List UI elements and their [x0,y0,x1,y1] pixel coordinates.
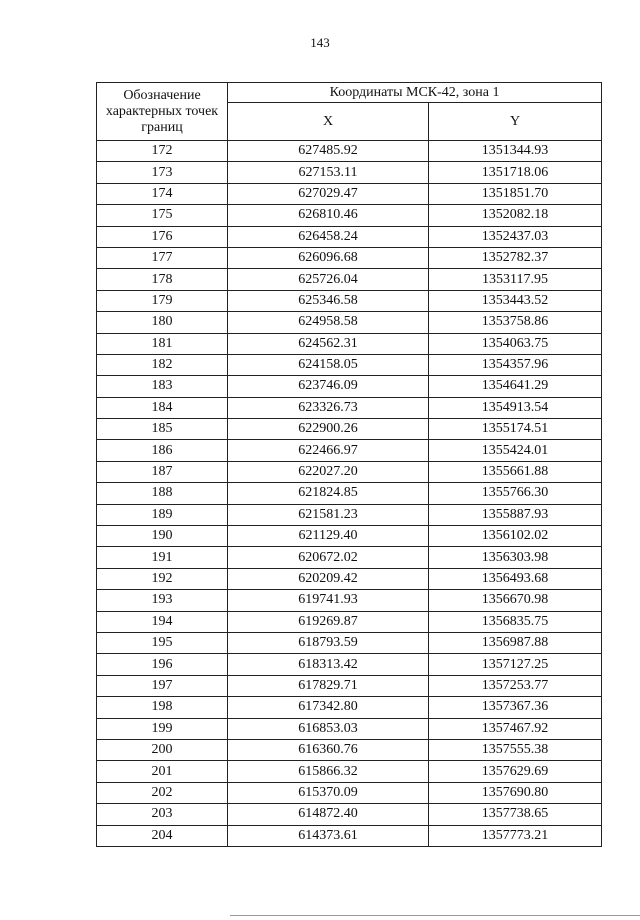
table-row [97,568,602,589]
y-coordinate-cell: 1355887.93 [429,504,602,525]
scan-edge-line [230,915,640,916]
y-coordinate-cell: 1351851.70 [429,183,602,204]
table-header [97,83,602,141]
y-coordinate-cell: 1356835.75 [429,611,602,632]
point-number-cell: 187 [97,461,228,482]
x-coordinate-cell: 614872.40 [228,804,429,825]
table-row [97,440,602,461]
point-number-cell: 173 [97,162,228,183]
x-column-header: X [228,103,429,141]
table-row [97,376,602,397]
point-number-cell: 175 [97,205,228,226]
y-coordinate-cell: 1357555.38 [429,739,602,760]
x-coordinate-cell: 620672.02 [228,547,429,568]
table-row [97,739,602,760]
x-coordinate-cell: 624958.58 [228,312,429,333]
x-coordinate-cell: 615370.09 [228,782,429,803]
x-coordinate-cell: 618313.42 [228,654,429,675]
x-coordinate-cell: 616853.03 [228,718,429,739]
table-row [97,804,602,825]
table-row [97,718,602,739]
point-number-cell: 177 [97,247,228,268]
y-coordinate-cell: 1356493.68 [429,568,602,589]
y-coordinate-cell: 1355766.30 [429,483,602,504]
y-coordinate-cell: 1355424.01 [429,440,602,461]
point-number-cell: 186 [97,440,228,461]
table-row [97,504,602,525]
x-coordinate-cell: 627485.92 [228,141,429,162]
point-number-cell: 189 [97,504,228,525]
table-row [97,825,602,846]
table-row [97,782,602,803]
y-coordinate-cell: 1357690.80 [429,782,602,803]
y-coordinate-cell: 1357773.21 [429,825,602,846]
point-designation-header: Обозначение характерных точек границ [97,83,228,141]
point-number-cell: 196 [97,654,228,675]
table-row [97,697,602,718]
table-row [97,162,602,183]
table-row [97,183,602,204]
y-coordinate-cell: 1357253.77 [429,675,602,696]
x-coordinate-cell: 622027.20 [228,461,429,482]
point-number-cell: 184 [97,397,228,418]
point-number-cell: 193 [97,590,228,611]
x-coordinate-cell: 620209.42 [228,568,429,589]
point-number-cell: 172 [97,141,228,162]
y-coordinate-cell: 1353443.52 [429,290,602,311]
x-coordinate-cell: 624562.31 [228,333,429,354]
point-number-cell: 204 [97,825,228,846]
y-coordinate-cell: 1353117.95 [429,269,602,290]
point-number-cell: 181 [97,333,228,354]
point-number-cell: 180 [97,312,228,333]
point-number-cell: 198 [97,697,228,718]
table-row [97,141,602,162]
x-coordinate-cell: 622466.97 [228,440,429,461]
x-coordinate-cell: 621824.85 [228,483,429,504]
y-column-header: Y [429,103,602,141]
table-row [97,547,602,568]
x-coordinate-cell: 623326.73 [228,397,429,418]
x-coordinate-cell: 619269.87 [228,611,429,632]
table-row [97,590,602,611]
y-coordinate-cell: 1351718.06 [429,162,602,183]
table-row [97,483,602,504]
point-number-cell: 183 [97,376,228,397]
x-coordinate-cell: 626458.24 [228,226,429,247]
coordinates-table [96,82,602,847]
x-coordinate-cell: 626096.68 [228,247,429,268]
point-number-cell: 190 [97,526,228,547]
table-row [97,247,602,268]
y-coordinate-cell: 1356303.98 [429,547,602,568]
y-coordinate-cell: 1356102.02 [429,526,602,547]
y-coordinate-cell: 1357367.36 [429,697,602,718]
point-number-cell: 188 [97,483,228,504]
table-row [97,761,602,782]
x-coordinate-cell: 621581.23 [228,504,429,525]
point-number-cell: 179 [97,290,228,311]
point-number-cell: 201 [97,761,228,782]
x-coordinate-cell: 623746.09 [228,376,429,397]
x-coordinate-cell: 627029.47 [228,183,429,204]
x-coordinate-cell: 627153.11 [228,162,429,183]
y-coordinate-cell: 1355174.51 [429,419,602,440]
point-number-cell: 195 [97,632,228,653]
x-coordinate-cell: 622900.26 [228,419,429,440]
table-row [97,675,602,696]
y-coordinate-cell: 1357467.92 [429,718,602,739]
table-row [97,312,602,333]
x-coordinate-cell: 618793.59 [228,632,429,653]
point-number-cell: 199 [97,718,228,739]
y-coordinate-cell: 1356987.88 [429,632,602,653]
table-row [97,354,602,375]
coordinates-system-header: Координаты МСК-42, зона 1 [228,83,602,103]
x-coordinate-cell: 616360.76 [228,739,429,760]
y-coordinate-cell: 1354063.75 [429,333,602,354]
y-coordinate-cell: 1352437.03 [429,226,602,247]
y-coordinate-cell: 1356670.98 [429,590,602,611]
table-row [97,461,602,482]
y-coordinate-cell: 1354641.29 [429,376,602,397]
y-coordinate-cell: 1352782.37 [429,247,602,268]
x-coordinate-cell: 614373.61 [228,825,429,846]
point-number-cell: 174 [97,183,228,204]
table-row [97,290,602,311]
y-coordinate-cell: 1354913.54 [429,397,602,418]
table-row [97,205,602,226]
point-number-cell: 176 [97,226,228,247]
x-coordinate-cell: 621129.40 [228,526,429,547]
x-coordinate-cell: 617342.80 [228,697,429,718]
y-coordinate-cell: 1354357.96 [429,354,602,375]
x-coordinate-cell: 625346.58 [228,290,429,311]
table-row [97,269,602,290]
table-row [97,333,602,354]
y-coordinate-cell: 1355661.88 [429,461,602,482]
y-coordinate-cell: 1357127.25 [429,654,602,675]
x-coordinate-cell: 617829.71 [228,675,429,696]
y-coordinate-cell: 1357629.69 [429,761,602,782]
y-coordinate-cell: 1351344.93 [429,141,602,162]
table-row [97,419,602,440]
x-coordinate-cell: 625726.04 [228,269,429,290]
x-coordinate-cell: 624158.05 [228,354,429,375]
table-row [97,397,602,418]
table-row [97,611,602,632]
point-number-cell: 194 [97,611,228,632]
table-row [97,654,602,675]
x-coordinate-cell: 626810.46 [228,205,429,226]
point-number-cell: 182 [97,354,228,375]
point-number-cell: 203 [97,804,228,825]
point-number-cell: 200 [97,739,228,760]
table-body [97,141,602,847]
y-coordinate-cell: 1357738.65 [429,804,602,825]
point-number-cell: 178 [97,269,228,290]
table-row [97,226,602,247]
point-number-cell: 185 [97,419,228,440]
table-row [97,526,602,547]
table-row [97,632,602,653]
point-number-cell: 202 [97,782,228,803]
point-number-cell: 192 [97,568,228,589]
x-coordinate-cell: 619741.93 [228,590,429,611]
y-coordinate-cell: 1352082.18 [429,205,602,226]
point-number-cell: 191 [97,547,228,568]
page-number: 143 [310,35,330,50]
point-number-cell: 197 [97,675,228,696]
y-coordinate-cell: 1353758.86 [429,312,602,333]
x-coordinate-cell: 615866.32 [228,761,429,782]
